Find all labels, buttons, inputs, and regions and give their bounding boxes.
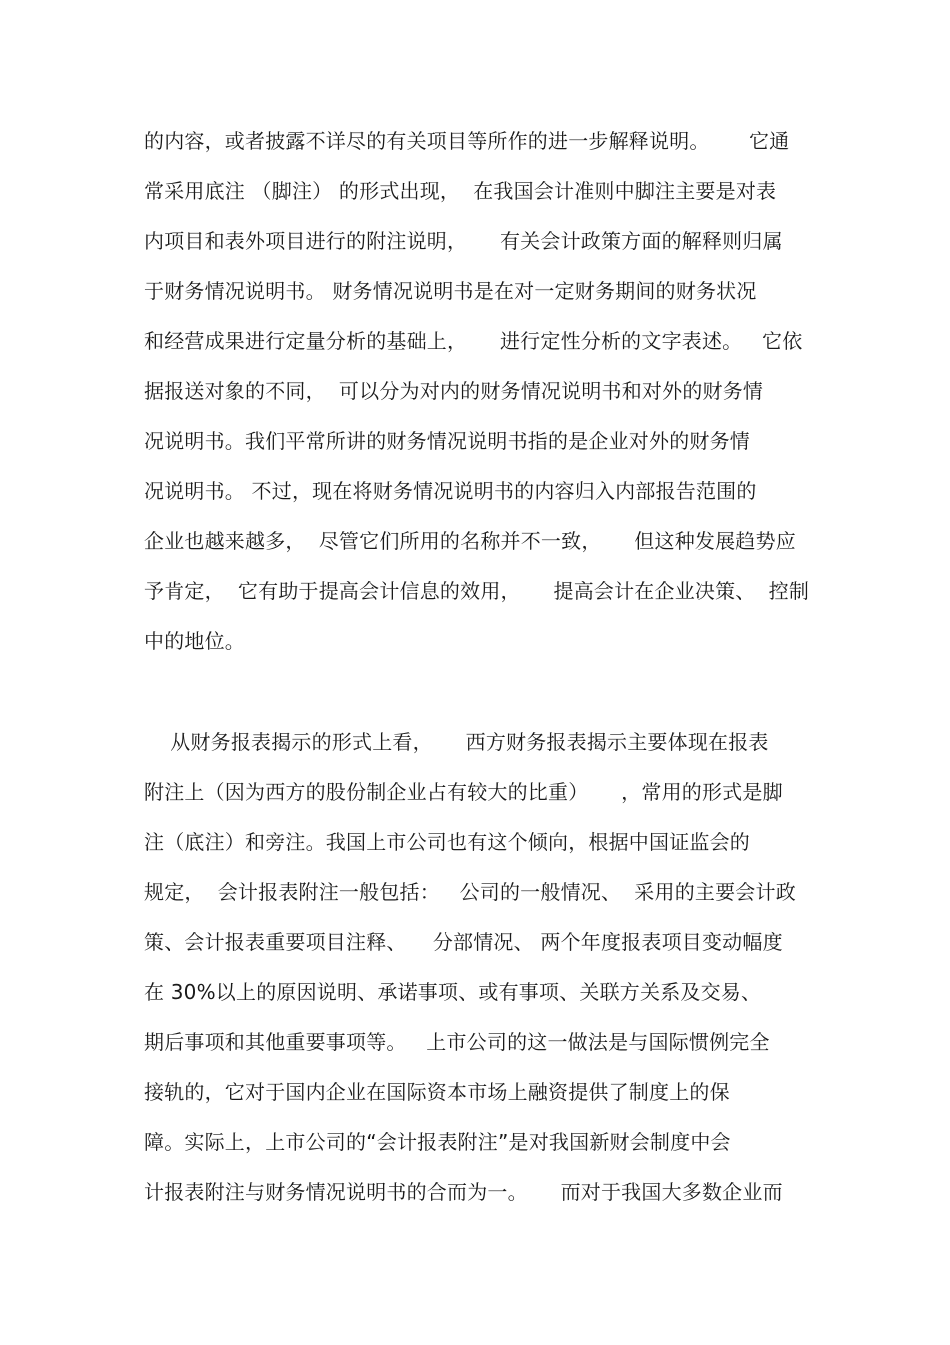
text-line: 于财务情况说明书。 财务情况说明书是在对一定财务期间的财务状况 — [144, 279, 757, 303]
text-line: 据报送对象的不同， 可以分为对内的财务情况说明书和对外的财务情 — [144, 379, 764, 403]
paragraph-disclosure-forms — [144, 721, 814, 1221]
text-line: 况说明书。我们平常所讲的财务情况说明书指的是企业对外的财务情 — [144, 429, 750, 453]
text-line: 中的地位。 — [144, 629, 245, 653]
text-line: 规定， 会计报表附注一般包括： 公司的一般情况、 采用的主要会计政 — [144, 880, 796, 904]
text-line: 常采用底注 （脚注） 的形式出现， 在我国会计准则中脚注主要是对表 — [144, 179, 777, 203]
text-line: 企业也越来越多， 尽管它们所用的名称并不一致， 但这种发展趋势应 — [144, 529, 796, 553]
text-line: 的内容，或者披露不详尽的有关项目等所作的进一步解释说明。 它通 — [144, 129, 790, 153]
text-line: 从财务报表揭示的形式上看， 西方财务报表揭示主要体现在报表 — [144, 730, 769, 754]
text-line: 障。实际上，上市公司的“会计报表附注”是对我国新财会制度中会 — [144, 1130, 731, 1154]
text-line: 计报表附注与财务情况说明书的合而为一。 而对于我国大多数企业而 — [144, 1180, 783, 1204]
text-line: 策、会计报表重要项目注释、 分部情况、 两个年度报表项目变动幅度 — [144, 930, 783, 954]
text-line: 予肯定， 它有助于提高会计信息的效用， 提高会计在企业决策、 控制 — [144, 579, 810, 603]
text-line: 注（底注）和旁注。我国上市公司也有这个倾向，根据中国证监会的 — [144, 830, 750, 854]
text-line: 附注上（因为西方的股份制企业占有较大的比重） ，常用的形式是脚 — [144, 780, 783, 804]
text-line: 内项目和表外项目进行的附注说明， 有关会计政策方面的解释则归属 — [144, 229, 783, 253]
text-line: 况说明书。 不过，现在将财务情况说明书的内容归入内部报告范围的 — [144, 479, 757, 503]
text-line: 接轨的，它对于国内企业在国际资本市场上融资提供了制度上的保 — [144, 1080, 730, 1104]
paragraph-disclosure-notes — [144, 120, 814, 670]
text-line: 在 30%以上的原因说明、承诺事项、或有事项、关联方关系及交易、 — [144, 980, 762, 1004]
text-line: 和经营成果进行定量分析的基础上， 进行定性分析的文字表述。 它依 — [144, 329, 803, 353]
text-line: 期后事项和其他重要事项等。 上市公司的这一做法是与国际惯例完全 — [144, 1030, 770, 1054]
